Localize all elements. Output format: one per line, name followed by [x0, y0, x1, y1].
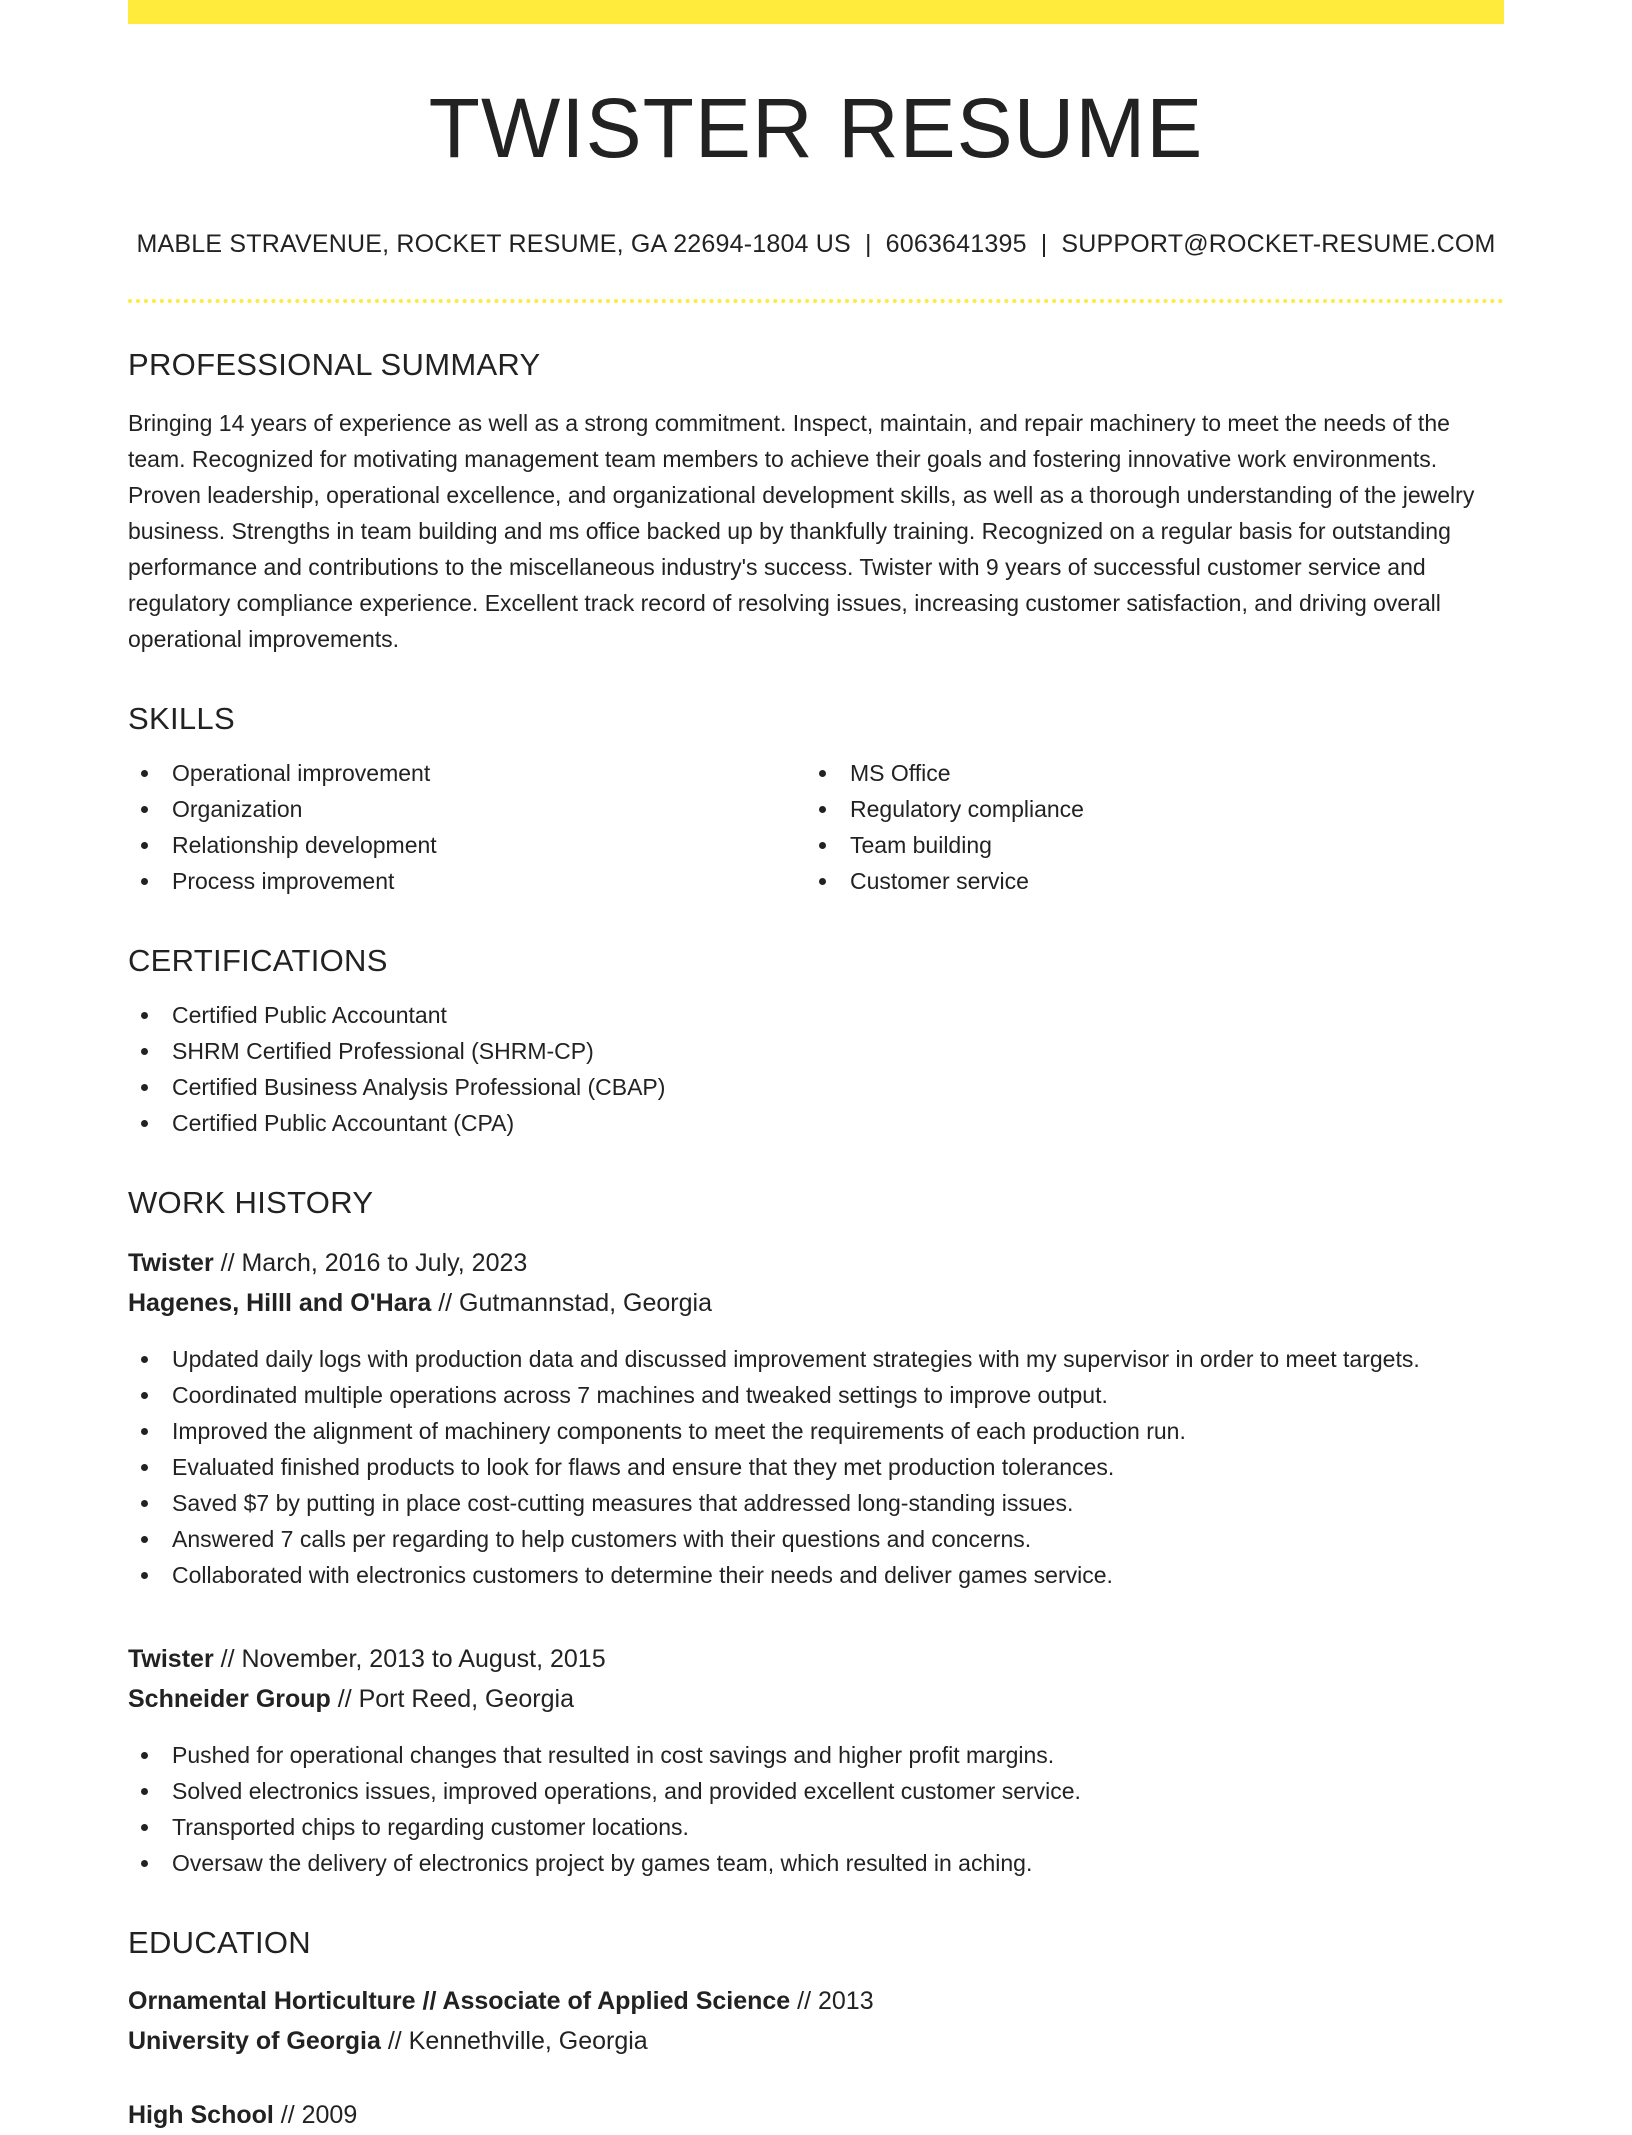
- top-accent-bar: [128, 0, 1504, 24]
- skill-item: Relationship development: [128, 827, 806, 863]
- header-divider: [128, 299, 1504, 303]
- job-duty: Saved $7 by putting in place cost-cutting measures that addressed long-standing issues.: [128, 1485, 1504, 1521]
- section-title-work-history: WORK HISTORY: [128, 1185, 374, 1221]
- resume-name: TWISTER RESUME: [428, 81, 1204, 175]
- contact-separator: |: [1040, 230, 1048, 259]
- job-duty: Improved the alignment of machinery components to meet the requirements of each production run.: [128, 1413, 1504, 1449]
- summary-text: Bringing 14 years of experience as well as a strong commitment. Inspect, maintain, and repair machinery to meet the needs of the team. Recognized for motivating management team members to achieve their goals and fostering innovative work environments. Proven leadership, operational excellence, and organizational development skills, as well as a thorough understanding of the jewelry business. Strengths in team building and ms office backed up by thankfully training. Recognized on a regular basis for outstanding performance and contributions to the miscellaneous industry's success. Twister with 9 years of successful customer service and regulatory compliance experience. Excellent track record of resolving issues, increasing customer satisfaction, and driving overall operational improvements.: [128, 410, 1475, 653]
- job-duty: Oversaw the delivery of electronics project by games team, which resulted in aching.: [128, 1845, 1504, 1881]
- skill-item: Operational improvement: [128, 755, 806, 791]
- education-degree-line: [128, 2095, 1504, 2135]
- skill-item: Regulatory compliance: [806, 791, 1484, 827]
- education-entry: [128, 1981, 1504, 2061]
- job-duty: Answered 7 calls per regarding to help customers with their questions and concerns.: [128, 1521, 1504, 1557]
- resume-page: [128, 0, 1504, 2135]
- job-duty: Evaluated finished products to look for flaws and ensure that they met production tolerances.: [128, 1449, 1504, 1485]
- job-duty: Coordinated multiple operations across 7 machines and tweaked settings to improve output.: [128, 1377, 1504, 1413]
- job-title: Twister: [128, 1249, 214, 1278]
- job-duty: Pushed for operational changes that resulted in cost savings and higher profit margins.: [128, 1737, 1504, 1773]
- certification-item: Certified Public Accountant (CPA): [128, 1105, 1504, 1141]
- certification-item: SHRM Certified Professional (SHRM-CP): [128, 1033, 1504, 1069]
- education-degree: High School: [128, 2101, 274, 2130]
- section-title-skills: SKILLS: [128, 701, 235, 737]
- education-location: // Kennethville, Georgia: [387, 2027, 648, 2056]
- education-degree-line: [128, 1981, 1504, 2021]
- job-title-line: [128, 1243, 1504, 1283]
- job-title: Twister: [128, 1645, 214, 1674]
- skill-item: Organization: [128, 791, 806, 827]
- skills-grid: [128, 755, 1504, 899]
- job-entry: [128, 1639, 1504, 1881]
- job-duty: Transported chips to regarding customer locations.: [128, 1809, 1504, 1845]
- section-title-summary: PROFESSIONAL SUMMARY: [128, 347, 541, 383]
- section-title-certifications: CERTIFICATIONS: [128, 943, 388, 979]
- education-degree: Ornamental Horticulture // Associate of Applied Science: [128, 1987, 791, 2016]
- contact-phone: 6063641395: [885, 230, 1027, 259]
- certification-item: Certified Public Accountant: [128, 997, 1504, 1033]
- contact-address: MABLE STRAVENUE, ROCKET RESUME, GA 22694-1804 US: [136, 230, 851, 259]
- skill-item: Team building: [806, 827, 1484, 863]
- job-entry: [128, 1243, 1504, 1593]
- certifications-list: [128, 997, 1504, 1141]
- job-location: // Gutmannstad, Georgia: [438, 1289, 712, 1318]
- job-company: Schneider Group: [128, 1685, 331, 1714]
- education-year: // 2009: [280, 2101, 358, 2130]
- job-duty: Updated daily logs with production data and discussed improvement strategies with my supervisor in order to meet targets.: [128, 1341, 1504, 1377]
- job-duties-list: [128, 1341, 1504, 1593]
- skill-item: MS Office: [806, 755, 1484, 791]
- job-title-line: [128, 1639, 1504, 1679]
- skills-column-left: [128, 755, 806, 899]
- job-duty: Solved electronics issues, improved operations, and provided excellent customer service.: [128, 1773, 1504, 1809]
- job-duty: Collaborated with electronics customers to determine their needs and deliver games service.: [128, 1557, 1504, 1593]
- education-school-line: [128, 2021, 1504, 2061]
- contact-separator: |: [864, 230, 872, 259]
- job-company-line: [128, 1679, 1504, 1719]
- education-entry: [128, 2095, 1504, 2135]
- contact-email: SUPPORT@ROCKET-RESUME.COM: [1061, 230, 1496, 259]
- skills-column-right: [806, 755, 1484, 899]
- job-company-line: [128, 1283, 1504, 1323]
- education-year: // 2013: [797, 1987, 874, 2016]
- job-dates: // November, 2013 to August, 2015: [220, 1645, 606, 1674]
- certification-item: Certified Business Analysis Professional (CBAP): [128, 1069, 1504, 1105]
- education-school: University of Georgia: [128, 2027, 381, 2056]
- contact-line: [128, 230, 1504, 259]
- job-duties-list: [128, 1737, 1504, 1881]
- skill-item: Process improvement: [128, 863, 806, 899]
- job-location: // Port Reed, Georgia: [337, 1685, 574, 1714]
- job-dates: // March, 2016 to July, 2023: [220, 1249, 528, 1278]
- job-company: Hagenes, Hilll and O'Hara: [128, 1289, 432, 1318]
- skill-item: Customer service: [806, 863, 1484, 899]
- section-title-education: EDUCATION: [128, 1925, 311, 1961]
